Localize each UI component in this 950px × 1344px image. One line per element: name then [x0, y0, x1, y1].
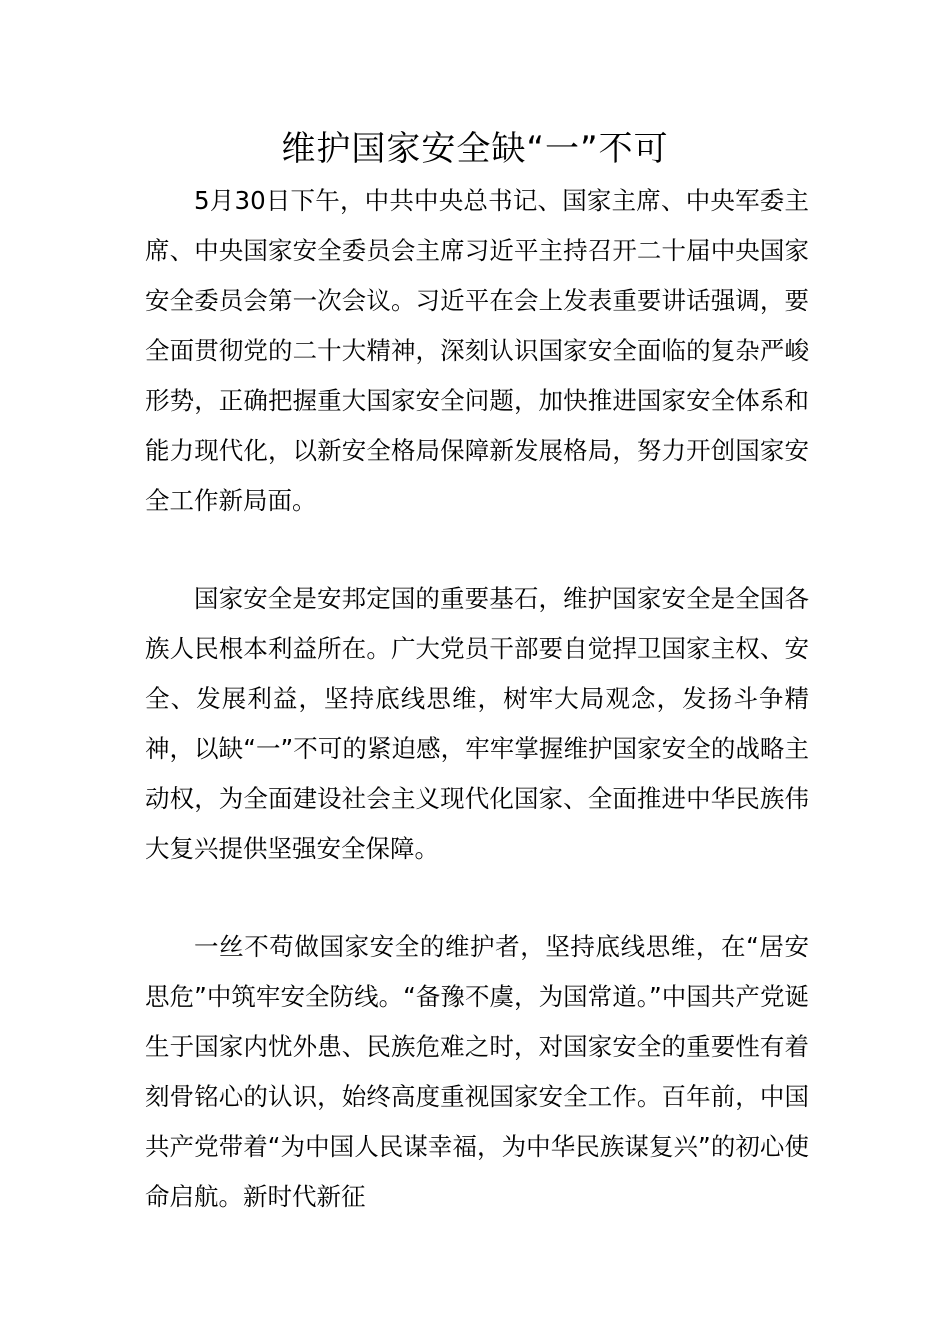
document-title: 维护国家安全缺“一”不可: [281, 129, 669, 169]
paragraph-1: 5月30日下午，中共中央总书记、国家主席、中央军委主席、中央国家安全委员会主席习近平主持召开二十届中央国家安全委员会第一次会议。习近平在会上发表重要讲话强调，要全面贯彻党的二十大精神，深刻认识国家安全面临的复杂严峻形势，正确把握重大国家安全问题，加快推进国家安全体系和能力现代化，以新安全格局保障新发展格局，努力开创国家安全工作新局面。: [145, 186, 809, 515]
paragraph-3: 一丝不苟做国家安全的维护者，坚持底线思维，在“居安思危”中筑牢安全防线。“备豫不虞，为国常道。”中国共产党诞生于国家内忧外患、民族危难之时，对国家安全的重要性有着刻骨铭心的认识，始终高度重视国家安全工作。百年前，中国共产党带着“为中国人民谋幸福，为中华民族谋复兴”的初心使命启航。新时代新征: [145, 932, 809, 1211]
paragraph-2: 国家安全是安邦定国的重要基石，维护国家安全是全国各族人民根本利益所在。广大党员干部要自觉捍卫国家主权、安全、发展利益，坚持底线思维，树牢大局观念，发扬斗争精神，以缺“一”不可的紧迫感，牢牢掌握维护国家安全的战略主动权，为全面建设社会主义现代化国家、全面推进中华民族伟大复兴提供坚强安全保障。: [145, 584, 809, 863]
